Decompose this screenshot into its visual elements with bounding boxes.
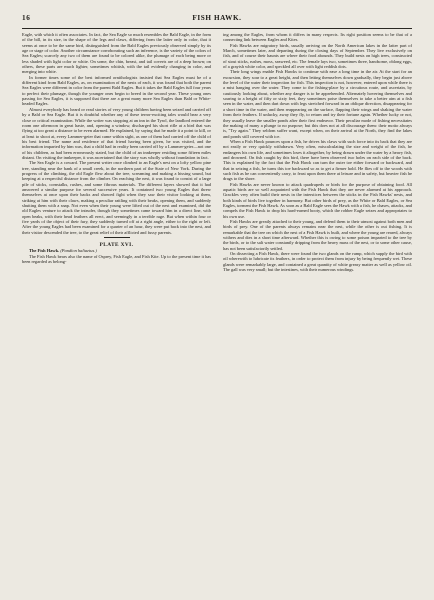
paragraph: ing among the Eagles, from whom it differs in many respects. Its right position seems to be that of a connecting link between Eagles and Kites. xyxy=(223,32,412,43)
paragraph: Fish Hawks are migratory birds, usually arriving on the North American lakes in the latter part of March, sometimes later, and departing during the closing days of September. They live exclusively on fish, and of course their haunts are where their food abounds. They build nests on high trees, constructed of stout sticks, rushes, moss, seaweed, etc. The female lays two, sometimes three, handsome, oblong eggs, of a grayish white color, and speckled all over with light reddish dots. xyxy=(223,42,412,70)
paragraph: Fish Hawks are greatly attached to their young, and defend them to their utmost against both men and birds of prey. One of the parents always remains near the nest, while the other is out fishing. It is remarkable that the tree on which the nest of a Fish Hawk is built, and where the young are reared, always withers and dies in a short time afterward. Whether this is owing to some poison imparted to the tree by the birds, or to the salt water constantly dripping from the heavy mass of the nest, or to some other cause, has not been satisfactorily settled. xyxy=(223,219,412,251)
scientific-name: (Pandion haliaetus.) xyxy=(60,248,97,254)
paragraph: The Fish Hawk bears also the name of Osprey, Fish Eagle, and Fish Kite. Up to the present time it has been regarded as belong- xyxy=(22,253,211,265)
plate-heading: PLATE XVI. xyxy=(99,242,134,249)
paragraph: Almost everybody has heard or read stories of very young children having been seized and carried off by a Bald or Sea Eagle. But it is doubtful whether any of these terror-exciting tales would bear a very close or critical examination. While the writer was stopping at an inn in the Tyrol, the landlord entered the room one afternoon in great haste, and, opening a window, discharged his short rifle at a bird that was flying at too great a distance to be even alarmed. He explained, by saying that he made it a point to kill, or at least to shoot at, every Lammer-geier that came within sight, as one of them had carried off the child of his best friend. The name and residence of that friend having been given, he was visited, and the information imparted by him was, that a child had in reality been carried off by a Lammer-geier—not one of his children, as had been erroneously stated, but the child of an innkeeper residing some fifteen miles distant. On visiting the innkeeper, it was ascertained that the story was wholly without foundation in fact. xyxy=(22,106,211,160)
left-column xyxy=(22,32,211,272)
figure-title: The Fish Hawk. xyxy=(29,248,60,254)
paragraph: On dissecting a Fish Hawk, there were found the two glands on the rump, which supply the bird with oil wherewith to lubricate its feathers, in order to protect them from injury by being frequently wet. These glands were remarkably large, and contained a great quantity of white greasy matter as well as yellow oil. The gall was very small; but the intestines, with their numerous windings. xyxy=(223,251,412,273)
text-columns xyxy=(22,32,412,272)
paragraph: In former times some of the best informed ornithologists insisted that Sea Eagles must be of a different kind from Bald Eagles, as, on examination of the nests of each, it was found that both the parent Sea Eagles were different in color from the parent Bald Eagles. But it takes the Bald Eagles full four years to perfect their plumage, though the younger ones begin to breed in the second year. These young ones passing for Sea Eagles, it is supposed that there are a great many more Sea Eagles than Bald or White-headed Eagles. xyxy=(22,74,211,107)
right-column xyxy=(223,32,412,272)
page-number: 16 xyxy=(22,14,31,22)
paragraph: When a Fish Hawk pounces upon a fish, he drives his claws with such force into its back that they are not easily or very quickly withdrawn. Very often, miscalculating the size and weight of the fish, he endangers his own life, and sometimes loses it altogether, by being drawn under the water by a heavy fish, and drowned. On fish caught by this bird, there have been observed two holes on each side of the back. This is explained by the fact that the Fish Hawk can turn the outer toe either forward or backward, and that in seizing a fish, he turns this toe backward so as to get a firmer hold. He flies off to the woods with such fish as he can conveniently carry, to feast upon them there at leisure and in safety, but heavier fish he drags to the shore. xyxy=(223,138,412,182)
section-rule xyxy=(104,237,130,238)
running-title: FISH HAWK. xyxy=(192,14,242,22)
paragraph: Fish Hawks are never known to attack quadrupeds or birds for the purpose of obtaining food. All aquatic birds are so well acquainted with the Fish Hawk that they are never alarmed at his approach. Grackles very often build their nests in the interstices between the sticks in the Fish Hawks' nests, and both kinds of birds live together in harmony. But other birds of prey, as the White or Bald Eagles, or Sea Eagles, torment the Fish Hawk. As soon as a Bald Eagle sees the Hawk with a fish, he chases, attacks, and compels the Fish Hawk to drop his hard-earned booty, which the robber Eagle seizes and appropriates to his own use. xyxy=(223,181,412,219)
paragraph: Their long wings enable Fish Hawks to continue with ease a long time in the air. At the start for an excursion, they soar to a great height, and then letting themselves down gradually, they begin just above the level of the water their inspection for fish. This inspection is not, however, entered upon while there is a mist hanging over the water. They come to the fishing-place by a circuitous route, and ascertain, by cautiously looking about, whether any danger is to be apprehended. Alternately hovering themselves and soaring to a height of fifty or sixty feet, they sometimes poise themselves to take a better aim at a fish seen in the water, and then dart down with legs stretched forward in an oblique direction, disappearing for a short time in the water, and then reappearing on the surface, flapping their wings and shaking the water from their feathers. If unlucky, away they fly, to return and try their fortune again. Whether lucky or not, they usually leave the smaller ponds after their first endeavor. Their peculiar mode of fishing necessitates the making of many a plunge to no purpose; but this does not at all discourage them: their motto always is, "Try again." They seldom suffer want, except when, on their arrival at the North, they find the lakes and ponds still covered with ice. xyxy=(223,69,412,139)
paragraph: Eagle, with which it often associates. In fact, the Sea Eagle so much resembles the Bald Eagle, in the form of the bill, in its size, in the shape of the legs and claws, differing from the latter only in color, that it seems at once to be the same bird, distinguished from the Bald Eagles previously observed simply by its age or stage of color. Another circumstance corroborating such an inference, is the variety of the colors of Sea Eagles; scarcely any two of them are found to be colored alike, the plumage of each being more or less shaded with light color or white. On some, the chin, breast, and tail coverts are of a deep brown; on others, these parts are much lighter, sometimes whitish, with the tail evidently changing in color, and merging into white. xyxy=(22,32,211,75)
page-header xyxy=(22,14,412,26)
header-rule xyxy=(22,28,412,29)
paragraph: The Sea Eagle is a coward. The present writer once climbed to an Eagle's nest on a lofty yellow pine tree, standing near the bank of a small creek, in the northern part of the State of New York. During the progress of the climbing, the old Eagle flew about the tree, screaming and making a hissing sound, but keeping at a respectful distance from the climber. On reaching the nest, it was found to consist of a large pile of sticks, cornstalks, rushes, and some fibrous materials. The different layers showed that it had answered a similar purpose for several successive years. It contained two young Eagles that threw themselves at once upon their backs and showed fight when they saw their visitor looking at them, striking at him with their claws, making a peculiar rattling with their beaks, opening them, and suddenly shutting them with a snap. Not even when their young were lifted out of the nest and examined, did the old Eagles venture to attack the intruder, though they sometimes came toward him in a direct line, with open beaks, with their head feathers all erect, and seemingly in a terrible rage. But when within four or five yards of the object of their fury, they suddenly turned off at a right angle, either to the right or left. After the young Eagles had been examined for a quarter of an hour, they were put back into the nest, and their visitor descended the tree, to the great relief of their afflicted and fussy parents. xyxy=(22,160,211,235)
